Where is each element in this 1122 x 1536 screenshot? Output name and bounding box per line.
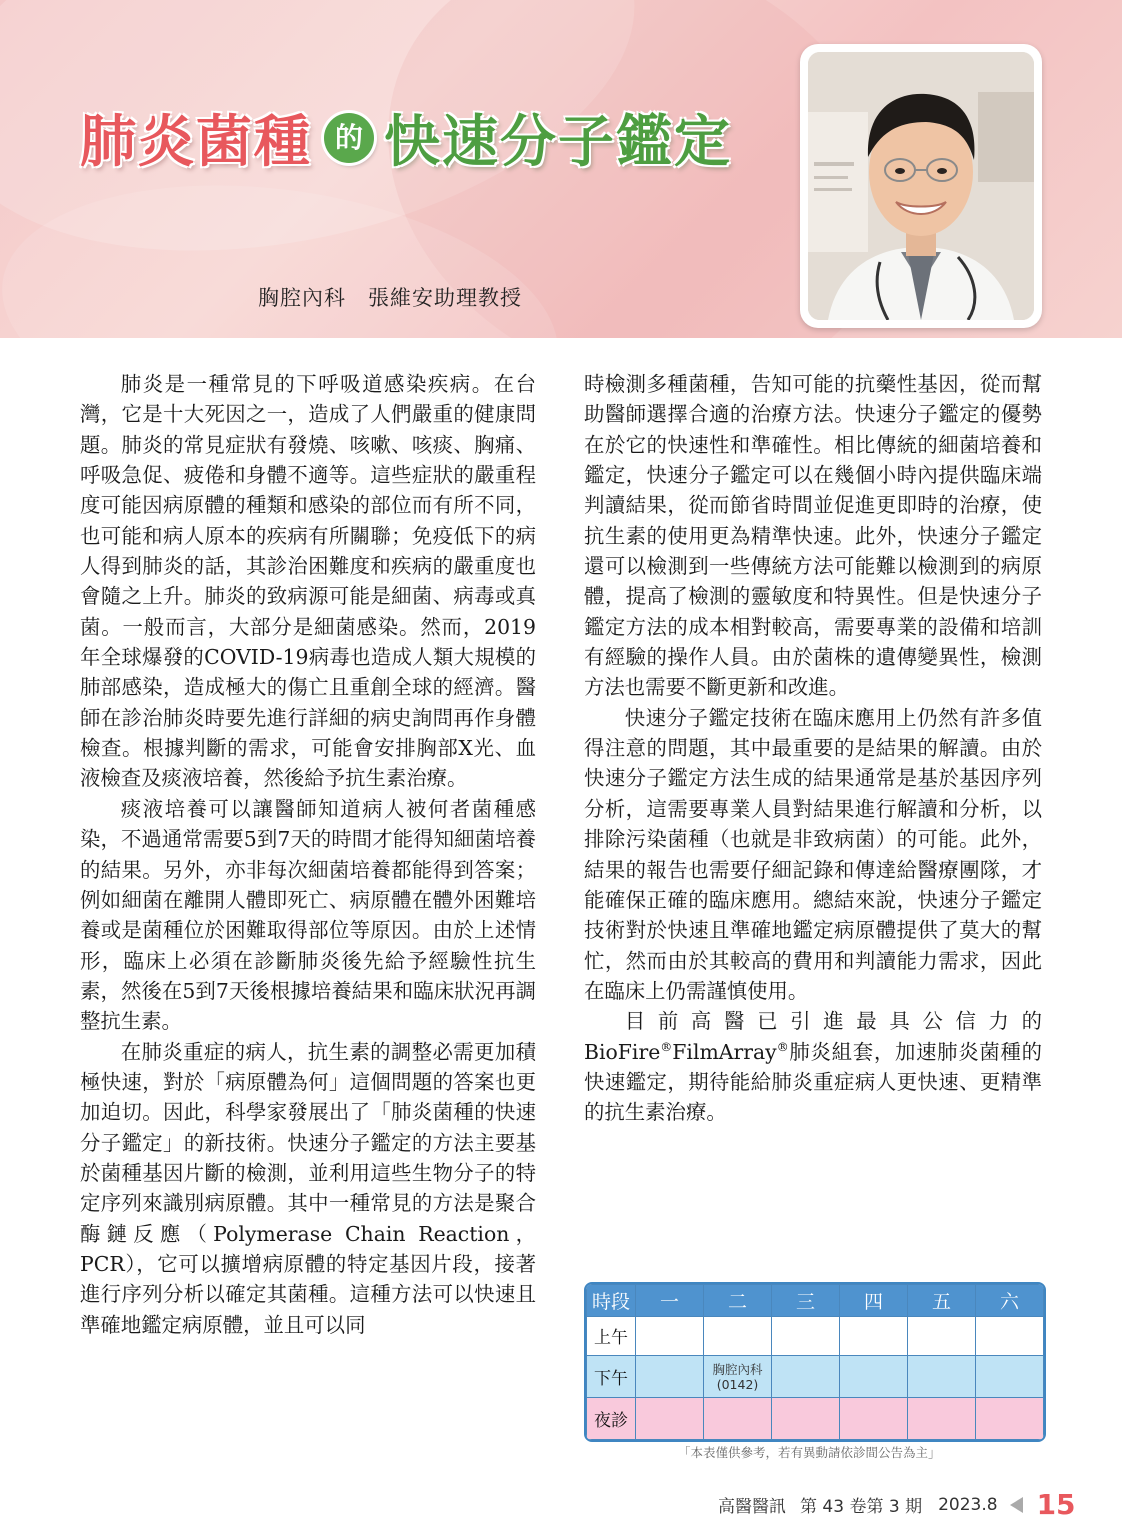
- schedule-cell: [772, 1356, 840, 1398]
- schedule-note: 「本表僅供參考，若有異動請依診間公告為主」: [678, 1445, 941, 1460]
- schedule-cell: [772, 1398, 840, 1440]
- schedule-cell: [840, 1356, 908, 1398]
- schedule-cell: [908, 1356, 976, 1398]
- schedule-cell: [908, 1316, 976, 1356]
- schedule-cell: [976, 1398, 1044, 1440]
- schedule-header-label: 時段: [587, 1285, 636, 1317]
- registered-mark: ®: [776, 1039, 789, 1054]
- title-part2: 快速分子鑑定: [384, 110, 732, 175]
- triangle-left-icon: [1010, 1497, 1023, 1513]
- schedule-day: 一: [636, 1285, 704, 1317]
- paragraph: 肺炎是一種常見的下呼吸道感染疾病。在台灣，它是十大死因之一，造成了人們嚴重的健康問題。肺炎的常見症狀有發燒、咳嗽、咳痰、胸痛、呼吸急促、疲倦和身體不適等。這些症狀的嚴重程度可能因病原體的種類和感染的部位而有所不同，也可能和病人原本的疾病有所關聯；免疫低下的病人得到肺炎的話，其診治困難度和疾病的嚴重度也會隨之上升。肺炎的致病源可能是細菌、病毒或真菌。一般而言，大部分是細菌感染。然而，2019年全球爆發的COVID-19病毒也造成人類大規模的肺部感染，造成極大的傷亡且重創全球的經濟。醫師在診治肺炎時要先進行詳細的病史詢問再作身體檢查。根據判斷的需求，可能會安排胸部X光、血液檢查及痰液培養，然後給予抗生素治療。: [80, 372, 536, 791]
- header-banner: [0, 0, 1122, 338]
- clinic-schedule-table: [584, 1282, 1046, 1442]
- paragraph-text: 肺炎組套，加速肺炎菌種的快速鑑定，期待能給肺炎重症病人更快速、更精準的抗生素治療。: [584, 1039, 1042, 1125]
- schedule-cell: [840, 1316, 908, 1356]
- author-photo-frame: [800, 44, 1042, 328]
- title-part1: 肺炎菌種: [80, 110, 312, 175]
- paragraph: 時檢測多種菌種，告知可能的抗藥性基因，從而幫助醫師選擇合適的治療方法。快速分子鑑定的優勢在於它的快速性和準確性。相比傳統的細菌培養和鑑定，快速分子鑑定可以在幾個小時內提供臨床端判讀結果，從而節省時間並促進更即時的治療，使抗生素的使用更為精準快速。此外，快速分子鑑定還可以檢測到一些傳統方法可能難以檢測到的病原體，提高了檢測的靈敏度和特異性。但是快速分子鑑定方法的成本相對較高，需要專業的設備和培訓有經驗的操作人員。由於菌株的遺傳變異性，檢測方法也需要不斷更新和改進。: [584, 372, 1042, 700]
- author-photo: [808, 52, 1034, 320]
- schedule-cell: [704, 1398, 772, 1440]
- schedule-row-night: [587, 1398, 1044, 1440]
- paragraph-text: 目前高醫已引進最具公信力的BioFire: [584, 1009, 1042, 1064]
- schedule-row-morning: [587, 1316, 1044, 1356]
- schedule-cell: [704, 1316, 772, 1356]
- schedule-cell: [976, 1356, 1044, 1398]
- paragraph: 快速分子鑑定技術在臨床應用上仍然有許多值得注意的問題，其中最重要的是結果的解讀。由於快速分子鑑定方法生成的結果通常是基於基因序列分析，這需要專業人員對結果進行解讀和分析，以排除污染菌種（也就是非致病菌）的可能。此外，結果的報告也需要仔細記錄和傳達給醫療團隊，才能確保正確的臨床應用。總結來說，快速分子鑑定技術對於快速且準確地鑑定病原體提供了莫大的幫忙，然而由於其較高的費用和判讀能力需求，因此在臨床上仍需謹慎使用。: [584, 705, 1042, 1003]
- author-line: 胸腔內科 張維安助理教授: [258, 286, 522, 310]
- article-column-left: [80, 369, 536, 1340]
- paragraph: 痰液培養可以讓醫師知道病人被何者菌種感染，不過通常需要5到7天的時間才能得知細菌培養的結果。另外，亦非每次細菌培養都能得到答案；例如細菌在離開人體即死亡、病原體在體外困難培養或是菌種位於困難取得部位等原因。由於上述情形，臨床上必須在診斷肺炎後先給予經驗性抗生素，然後在5到7天後根據培養結果和臨床狀況再調整抗生素。: [80, 796, 536, 1034]
- title-connector-badge: 的: [324, 113, 374, 163]
- article-column-right: [584, 369, 1042, 1128]
- schedule-cell: [840, 1398, 908, 1440]
- row-label-afternoon: 下午: [587, 1356, 636, 1398]
- portrait-illustration: [808, 52, 1034, 320]
- clinic-name: 胸腔內科: [712, 1361, 763, 1377]
- schedule-cell-clinic: [704, 1356, 772, 1398]
- schedule-cell: [908, 1398, 976, 1440]
- schedule-day: 六: [976, 1285, 1044, 1317]
- registered-mark: ®: [660, 1039, 673, 1054]
- page-number: 15: [1036, 1488, 1076, 1521]
- schedule-cell: [636, 1356, 704, 1398]
- schedule-header-row: [587, 1285, 1044, 1317]
- row-label-morning: 上午: [587, 1316, 636, 1356]
- schedule-day: 四: [840, 1285, 908, 1317]
- schedule-day: 二: [704, 1285, 772, 1317]
- schedule-cell: [636, 1398, 704, 1440]
- paragraph-text: FilmArray: [672, 1039, 777, 1064]
- issue-date: 2023.8: [938, 1494, 998, 1515]
- schedule-day: 五: [908, 1285, 976, 1317]
- page-footer: [718, 1488, 1076, 1521]
- issue-number: 第 43 卷第 3 期: [800, 1497, 923, 1517]
- schedule-day: 三: [772, 1285, 840, 1317]
- journal-name: 高醫醫訊: [718, 1497, 786, 1517]
- article-title: [80, 98, 732, 178]
- schedule-cell: [636, 1316, 704, 1356]
- schedule-cell: [772, 1316, 840, 1356]
- row-label-night: 夜診: [587, 1398, 636, 1440]
- schedule-row-afternoon: [587, 1356, 1044, 1398]
- paragraph: [584, 1006, 1042, 1127]
- clinic-code: (0142): [716, 1376, 759, 1392]
- schedule-cell: [976, 1316, 1044, 1356]
- paragraph: 在肺炎重症的病人，抗生素的調整必需更加積極快速，對於「病原體為何」這個問題的答案也更加迫切。因此，科學家發展出了「肺炎菌種的快速分子鑑定」的新技術。快速分子鑑定的方法主要基於菌種基因片斷的檢測，並利用這些生物分子的特定序列來識別病原體。其中一種常見的方法是聚合酶鏈反應（Polymerase Chain Reaction，PCR），它可以擴增病原體的特定基因片段，接著進行序列分析以確定其菌種。這種方法可以快速且準確地鑑定病原體，並且可以同: [80, 1039, 536, 1337]
